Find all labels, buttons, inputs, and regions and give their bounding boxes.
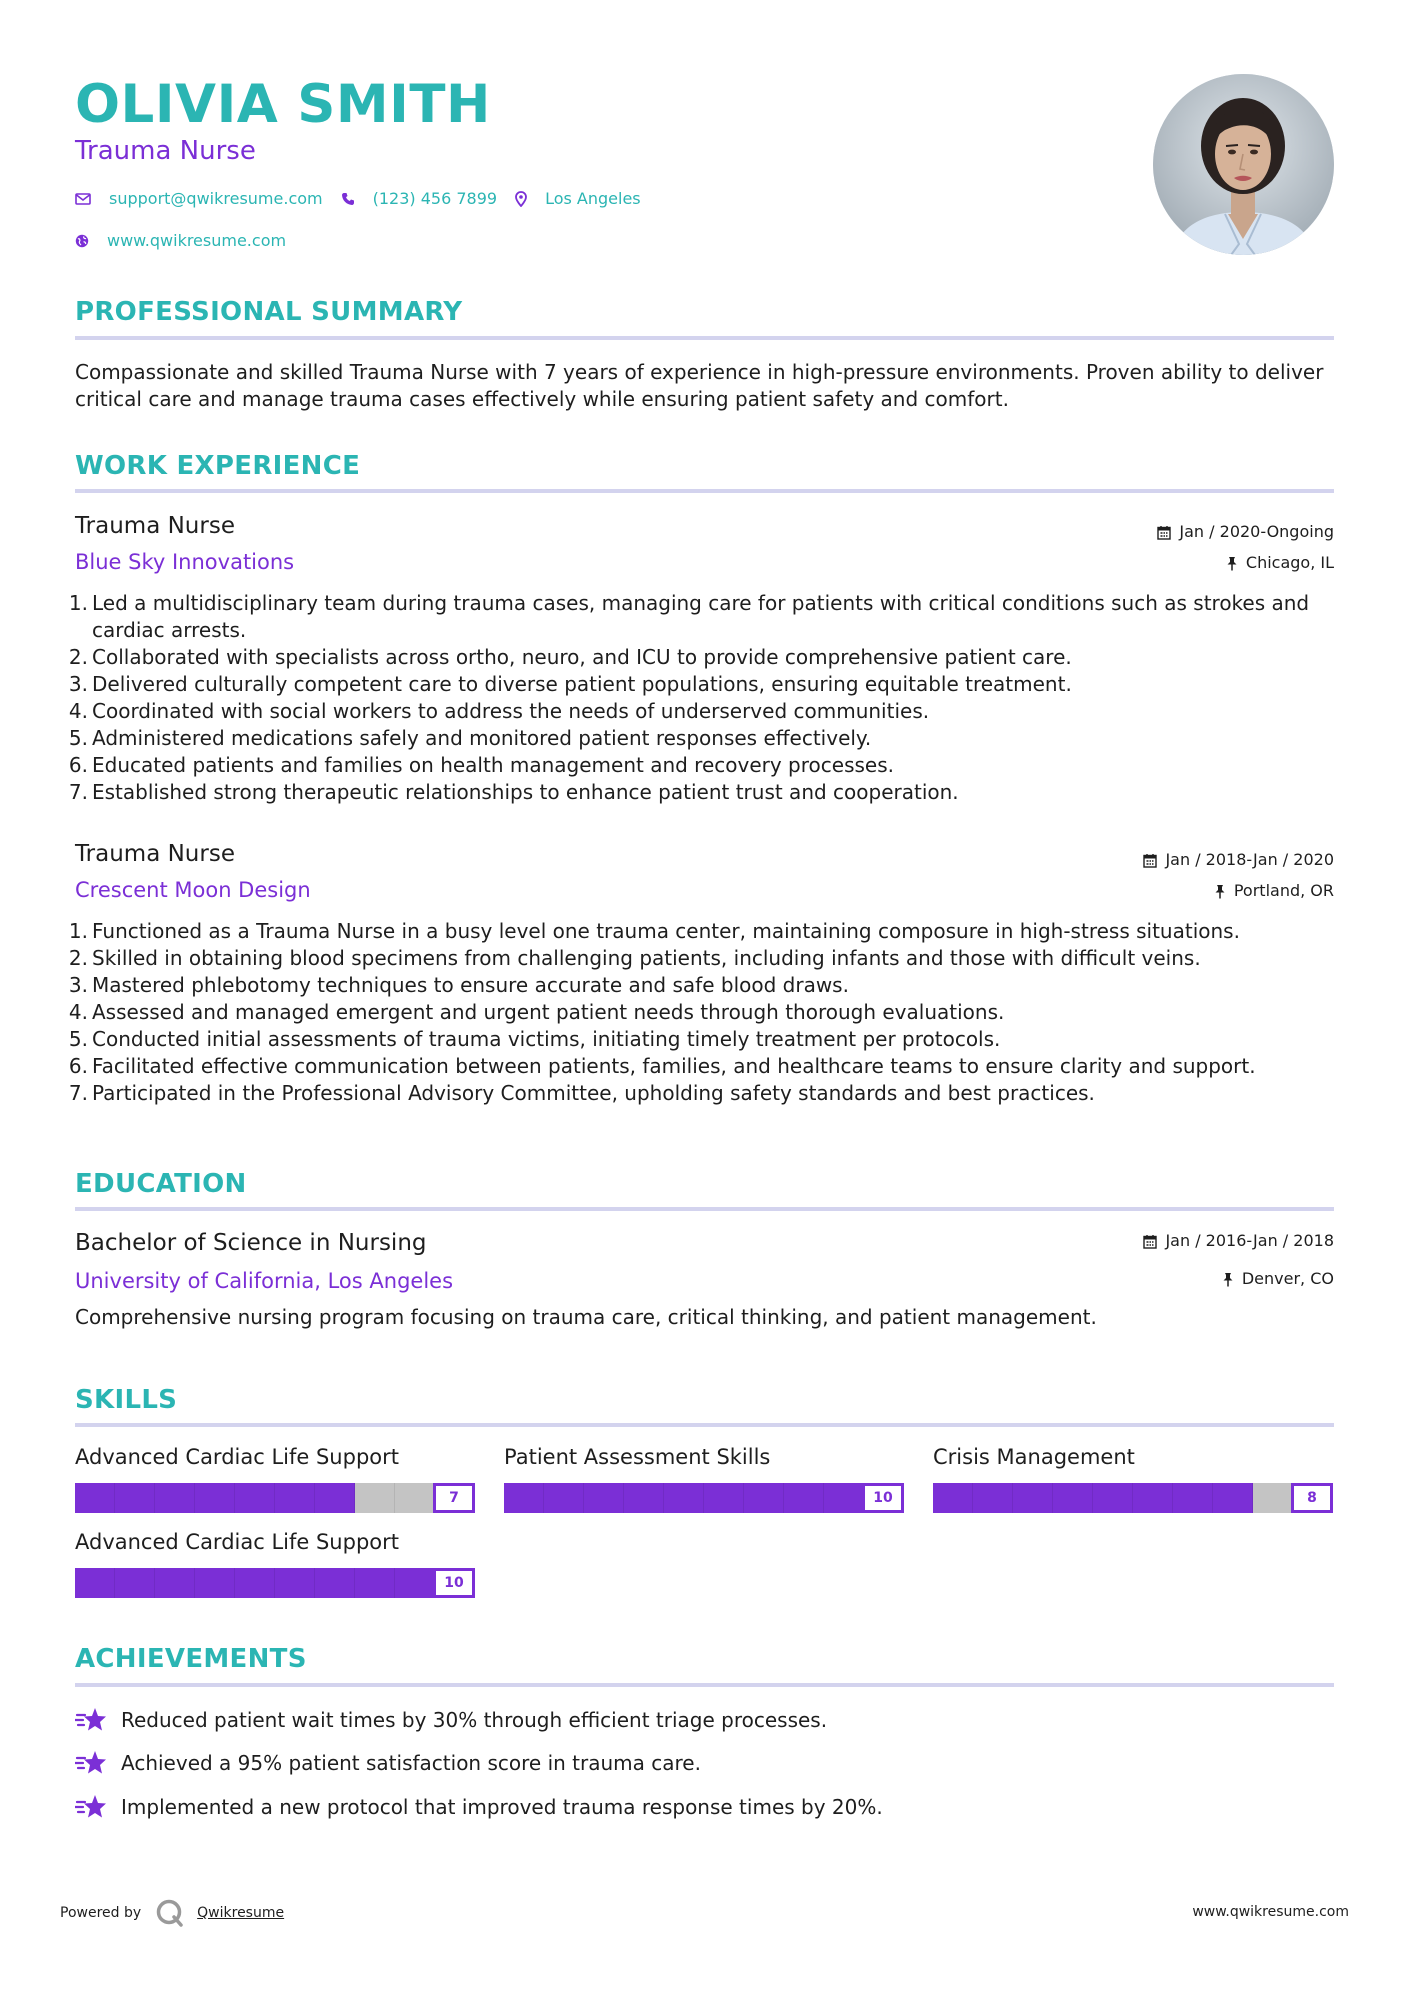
bullet-number: 2.: [68, 645, 88, 669]
skill-bar-segment: [275, 1483, 315, 1513]
skill-bar-segment: [1173, 1483, 1213, 1513]
bullet-text: Delivered culturally competent care to diverse patient populations, ensuring equitable treatment.: [92, 672, 1072, 696]
calendar-icon: [1157, 525, 1171, 540]
skills-divider: [75, 1423, 1334, 1427]
job-bullet-item: [68, 972, 1338, 999]
phone-icon: [341, 192, 355, 206]
skill-level-badge: 7: [433, 1483, 475, 1513]
website-contact[interactable]: [75, 230, 286, 252]
skill-bar-segment: [973, 1483, 1013, 1513]
skill-bar-segment: [395, 1483, 435, 1513]
skill-bar: [75, 1483, 475, 1513]
skill-bar-segment: [704, 1483, 744, 1513]
skill-bar-segment: [1133, 1483, 1173, 1513]
job-bullet-item: [68, 779, 1338, 806]
bullet-number: 7.: [68, 1081, 88, 1105]
education-dates: [1143, 1230, 1334, 1252]
summary-divider: [75, 336, 1334, 340]
skill-item: [75, 1528, 475, 1598]
skill-bar-segment: [1253, 1483, 1293, 1513]
education-divider: [75, 1207, 1334, 1211]
education-location-text: Denver, CO: [1241, 1269, 1334, 1288]
skill-bar-segment: [504, 1483, 544, 1513]
bullet-text: Coordinated with social workers to address the needs of underserved communities.: [92, 699, 930, 723]
phone-contact[interactable]: [341, 188, 497, 210]
skill-bar-segment: [744, 1483, 784, 1513]
bullet-number: 7.: [68, 780, 88, 804]
skill-bar-segment: [115, 1483, 155, 1513]
skill-bar-segment: [315, 1483, 355, 1513]
skill-level-badge: 8: [1291, 1483, 1333, 1513]
education-heading: EDUCATION: [75, 1169, 247, 1199]
skill-bar-segment: [584, 1483, 624, 1513]
website-text: www.qwikresume.com: [107, 231, 287, 250]
skill-bar-segment: [1213, 1483, 1253, 1513]
bullet-number: 4.: [68, 699, 88, 723]
skill-bar-segment: [395, 1568, 435, 1598]
pushpin-icon: [1226, 556, 1238, 571]
education-location: [1222, 1268, 1334, 1290]
skill-bar: [504, 1483, 904, 1513]
skill-item: [75, 1443, 475, 1513]
footer-website[interactable]: www.qwikresume.com: [1192, 1904, 1349, 1920]
skill-bar: [933, 1483, 1333, 1513]
candidate-name: OLIVIA SMITH: [75, 74, 491, 135]
experience-heading: WORK EXPERIENCE: [75, 451, 361, 481]
skill-bar-segment: [824, 1483, 864, 1513]
job-location: [1226, 552, 1334, 574]
job-bullets: [68, 918, 1338, 1107]
calendar-icon: [1143, 1234, 1157, 1249]
star-icon: [75, 1793, 107, 1821]
bullet-number: 3.: [68, 973, 88, 997]
qwikresume-logo-icon: [155, 1898, 185, 1928]
achievements-divider: [75, 1683, 1334, 1687]
achievement-text: Achieved a 95% patient satisfaction score in trauma care.: [121, 1750, 701, 1775]
bullet-number: 6.: [68, 1054, 88, 1078]
star-icon: [75, 1749, 107, 1777]
portrait-image: [1153, 74, 1334, 255]
bullet-text: Collaborated with specialists across ortho, neuro, and ICU to provide comprehensive patient care.: [92, 645, 1072, 669]
job-location-text: Portland, OR: [1233, 881, 1334, 900]
powered-by-text: Powered by: [60, 1905, 142, 1921]
job-dates: [1143, 849, 1334, 871]
skill-name: Crisis Management: [933, 1445, 1135, 1469]
skill-name: Patient Assessment Skills: [504, 1445, 771, 1469]
envelope-icon: [75, 192, 91, 206]
summary-text: Compassionate and skilled Trauma Nurse with 7 years of experience in high-pressure environments. Proven ability to deliver critical care and manage trauma cases effectively while ensuring patient safety and comfort.: [75, 360, 1324, 411]
school-name: University of California, Los Angeles: [75, 1269, 454, 1293]
skills-heading: SKILLS: [75, 1385, 178, 1415]
skill-bar-segment: [355, 1483, 395, 1513]
job-bullet-item: [68, 644, 1338, 671]
job-dates: [1157, 521, 1334, 543]
education-dates-text: Jan / 2016-Jan / 2018: [1165, 1231, 1334, 1250]
bullet-text: Facilitated effective communication between patients, families, and healthcare teams to ensure clarity and support.: [92, 1054, 1256, 1078]
bullet-text: Administered medications safely and monitored patient responses effectively.: [92, 726, 872, 750]
bullet-number: 6.: [68, 753, 88, 777]
bullet-text: Educated patients and families on health management and recovery processes.: [92, 753, 894, 777]
bullet-text: Conducted initial assessments of trauma victims, initiating timely treatment per protocols.: [92, 1027, 1001, 1051]
bullet-text: Established strong therapeutic relationships to enhance patient trust and cooperation.: [92, 780, 959, 804]
job-bullet-item: [68, 1053, 1338, 1080]
experience-divider: [75, 489, 1334, 493]
skill-bar-segment: [624, 1483, 664, 1513]
achievement-item: [75, 1749, 701, 1777]
achievement-text: Implemented a new protocol that improved trauma response times by 20%.: [121, 1794, 883, 1819]
map-pin-icon: [515, 191, 527, 207]
bullet-number: 1.: [68, 919, 88, 943]
location-contact: [515, 188, 641, 210]
bullet-number: 5.: [68, 1027, 88, 1051]
footer-powered-by: [60, 1898, 284, 1928]
skill-item: [933, 1443, 1333, 1513]
pushpin-icon: [1222, 1272, 1234, 1287]
phone-text: (123) 456 7899: [372, 189, 498, 208]
qwikresume-link[interactable]: Qwikresume: [197, 1905, 285, 1921]
skill-bar: [75, 1568, 475, 1598]
skill-bar-segment: [155, 1483, 195, 1513]
achievements-heading: ACHIEVEMENTS: [75, 1644, 307, 1674]
bullet-number: 4.: [68, 1000, 88, 1024]
job-bullet-item: [68, 671, 1338, 698]
skill-item: [504, 1443, 904, 1513]
job-bullet-item: [68, 1080, 1338, 1107]
skill-bar-segment: [75, 1483, 115, 1513]
email-text: support@qwikresume.com: [109, 189, 323, 208]
job-company: Crescent Moon Design: [75, 878, 311, 902]
job-dates-text: Jan / 2018-Jan / 2020: [1165, 850, 1334, 869]
job-bullets: [68, 590, 1338, 806]
bullet-text: Skilled in obtaining blood specimens from challenging patients, including infants and those with difficult veins.: [92, 946, 1201, 970]
job-bullet-item: [68, 1026, 1338, 1053]
skill-bar-segment: [664, 1483, 704, 1513]
profile-photo: [1153, 74, 1334, 255]
skill-bar-segment: [235, 1568, 275, 1598]
email-contact[interactable]: [75, 188, 323, 210]
bullet-text: Functioned as a Trauma Nurse in a busy level one trauma center, maintaining composure in high-stress situations.: [92, 919, 1240, 943]
achievement-text: Reduced patient wait times by 30% through efficient triage processes.: [121, 1707, 828, 1732]
education-description: Comprehensive nursing program focusing on trauma care, critical thinking, and patient management.: [75, 1305, 1097, 1329]
job-bullet-item: [68, 725, 1338, 752]
skill-bar-segment: [544, 1483, 584, 1513]
job-bullet-item: [68, 590, 1338, 644]
skill-bar-segment: [195, 1568, 235, 1598]
skill-bar-segment: [355, 1568, 395, 1598]
pushpin-icon: [1214, 884, 1226, 899]
bullet-text: Assessed and managed emergent and urgent patient needs through thorough evaluations.: [92, 1000, 1005, 1024]
skill-name: Advanced Cardiac Life Support: [75, 1445, 399, 1469]
bullet-number: 5.: [68, 726, 88, 750]
bullet-text: Participated in the Professional Advisory Committee, upholding safety standards and best practices.: [92, 1081, 1095, 1105]
skill-bar-segment: [155, 1568, 195, 1598]
bullet-text: Mastered phlebotomy techniques to ensure accurate and safe blood draws.: [92, 973, 849, 997]
skill-bar-segment: [115, 1568, 155, 1598]
skill-bar-segment: [933, 1483, 973, 1513]
skill-bar-segment: [784, 1483, 824, 1513]
job-bullet-item: [68, 918, 1338, 945]
job-dates-text: Jan / 2020-Ongoing: [1179, 522, 1334, 541]
skill-name: Advanced Cardiac Life Support: [75, 1530, 399, 1554]
job-title: Trauma Nurse: [75, 841, 235, 867]
job-company: Blue Sky Innovations: [75, 550, 295, 574]
job-bullet-item: [68, 945, 1338, 972]
bullet-text: Led a multidisciplinary team during trauma cases, managing care for patients with critical conditions such as strokes and cardiac arrests.: [92, 591, 1310, 642]
star-icon: [75, 1706, 107, 1734]
skill-bar-segment: [235, 1483, 275, 1513]
job-location-text: Chicago, IL: [1245, 553, 1334, 572]
job-bullet-item: [68, 698, 1338, 725]
job-bullet-item: [68, 999, 1338, 1026]
skill-bar-segment: [1093, 1483, 1133, 1513]
skill-bar-segment: [1053, 1483, 1093, 1513]
job-bullet-item: [68, 752, 1338, 779]
website-row: [75, 230, 304, 252]
degree-title: Bachelor of Science in Nursing: [75, 1230, 427, 1256]
skill-bar-segment: [315, 1568, 355, 1598]
bullet-number: 3.: [68, 672, 88, 696]
skill-bar-segment: [195, 1483, 235, 1513]
calendar-icon: [1143, 853, 1157, 868]
achievement-item: [75, 1793, 883, 1821]
skill-level-badge: 10: [433, 1568, 475, 1598]
job-title: Trauma Nurse: [75, 513, 235, 539]
skill-bar-segment: [75, 1568, 115, 1598]
bullet-number: 2.: [68, 946, 88, 970]
job-location: [1214, 880, 1334, 902]
bullet-number: 1.: [68, 591, 88, 615]
summary-heading: PROFESSIONAL SUMMARY: [75, 297, 463, 327]
achievement-item: [75, 1706, 827, 1734]
candidate-role: Trauma Nurse: [75, 136, 256, 166]
skill-bar-segment: [275, 1568, 315, 1598]
location-text: Los Angeles: [545, 189, 641, 208]
contact-row: [75, 188, 659, 210]
skill-bar-segment: [1013, 1483, 1053, 1513]
globe-icon: [75, 234, 89, 248]
skill-level-badge: 10: [862, 1483, 904, 1513]
